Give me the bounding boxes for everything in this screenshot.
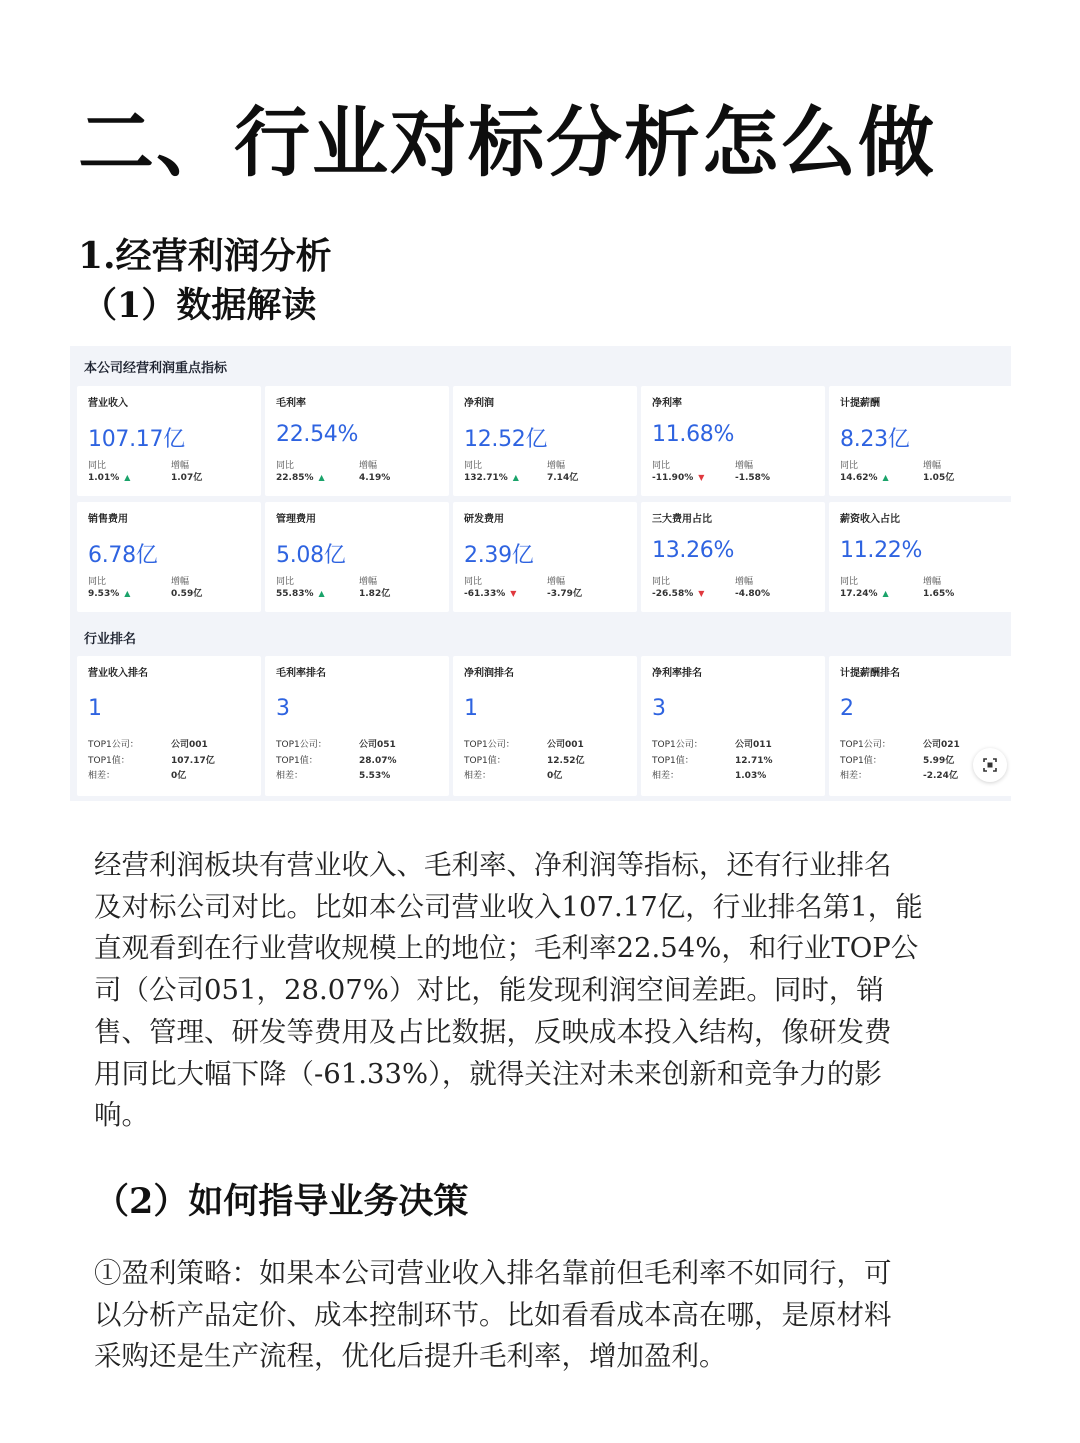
metric-label: 三大费用占比 — [652, 514, 712, 525]
arrow-up-icon: ▲ — [124, 473, 131, 482]
paragraph-line: ①盈利策略：如果本公司营业收入排名靠前但毛利率不如同行，可 — [94, 1257, 892, 1289]
yoy-value: 1.01% — [88, 473, 120, 483]
top1-company-row — [464, 738, 584, 754]
top1-company-label: TOP1公司： — [652, 740, 703, 750]
yoy-label: 同比 — [840, 461, 859, 471]
metric-card[interactable] — [265, 386, 449, 496]
metric-yoy — [276, 460, 325, 484]
metric-value: 11.68% — [652, 422, 735, 447]
yoy-value-wrap — [840, 472, 889, 484]
ranking-card[interactable] — [641, 656, 825, 796]
subsection-title-data-reading: （1）数据解读 — [82, 285, 317, 326]
arrow-down-icon: ▼ — [698, 589, 705, 598]
arrow-up-icon: ▲ — [318, 473, 325, 482]
metric-increase — [923, 576, 954, 600]
yoy-value: 132.71% — [464, 473, 508, 483]
metric-increase — [359, 460, 390, 484]
difference-value: 5.53% — [359, 771, 391, 781]
yoy-label: 同比 — [276, 461, 295, 471]
metric-label: 薪资收入占比 — [840, 514, 900, 525]
increase-value: -4.80% — [735, 589, 770, 599]
top1-value-value: 12.71% — [735, 755, 773, 766]
metric-card[interactable] — [265, 502, 449, 612]
difference-value: 0亿 — [171, 771, 187, 781]
paragraph-analysis — [94, 845, 994, 1137]
top1-value-value: 12.52亿 — [547, 755, 585, 766]
difference-label: 相差： — [652, 771, 680, 781]
increase-value: 1.82亿 — [359, 589, 391, 599]
top1-value-label: TOP1值： — [840, 755, 882, 766]
yoy-label: 同比 — [652, 577, 671, 587]
difference-value: 0亿 — [547, 771, 563, 781]
metric-yoy — [652, 576, 704, 600]
metric-yoy — [464, 576, 516, 600]
yoy-value: 14.62% — [840, 473, 878, 483]
metric-yoy — [652, 460, 704, 484]
top1-company-row — [88, 738, 215, 754]
metric-value: 6.78亿 — [88, 543, 158, 568]
metric-label: 销售费用 — [88, 514, 128, 525]
increase-label: 增幅 — [171, 577, 190, 587]
yoy-value: -61.33% — [464, 589, 506, 599]
increase-label: 增幅 — [171, 461, 190, 471]
metric-value: 22.54% — [276, 422, 359, 447]
yoy-value-wrap — [276, 472, 325, 484]
ranking-value: 3 — [276, 696, 290, 721]
paragraph-line: 经营利润板块有营业收入、毛利率、净利润等指标，还有行业排名 — [94, 849, 892, 881]
yoy-value: -11.90% — [652, 473, 694, 483]
dashboard-screenshot — [70, 346, 1011, 801]
page-title: 二、行业对标分析怎么做 — [78, 98, 936, 187]
top1-company-row — [276, 738, 397, 754]
expand-button[interactable] — [973, 748, 1007, 782]
yoy-value-wrap — [276, 588, 325, 600]
metric-increase — [547, 460, 578, 484]
increase-label: 增幅 — [359, 577, 378, 587]
metric-increase — [171, 576, 202, 600]
difference-value: 1.03% — [735, 771, 767, 781]
metric-increase — [735, 576, 770, 600]
metric-label: 净利率 — [652, 398, 682, 409]
increase-label: 增幅 — [923, 577, 942, 587]
metric-card[interactable] — [829, 386, 1011, 496]
ranking-label: 计提薪酬排名 — [840, 668, 900, 679]
metric-increase — [171, 460, 202, 484]
ranking-label: 净利润排名 — [464, 668, 514, 679]
ranking-label: 毛利率排名 — [276, 668, 326, 679]
ranking-details — [276, 738, 397, 785]
top1-value-row — [464, 754, 584, 770]
metric-card[interactable] — [829, 502, 1011, 612]
ranking-card[interactable] — [77, 656, 261, 796]
yoy-value-wrap — [652, 588, 704, 600]
ranking-card[interactable] — [265, 656, 449, 796]
paragraph-line: 用同比大幅下降（-61.33%），就得关注对未来创新和竞争力的影 — [94, 1057, 882, 1090]
yoy-value: 55.83% — [276, 589, 314, 599]
increase-label: 增幅 — [547, 577, 566, 587]
metric-card[interactable] — [641, 502, 825, 612]
top1-value-row — [652, 754, 773, 770]
top1-company-label: TOP1公司： — [840, 740, 891, 750]
top1-value-value: 5.99亿 — [923, 755, 955, 766]
top1-company-value: 公司011 — [735, 740, 772, 750]
increase-value: 1.07亿 — [171, 473, 203, 483]
arrow-down-icon: ▼ — [698, 473, 705, 482]
increase-label: 增幅 — [735, 577, 754, 587]
increase-value: 4.19% — [359, 473, 391, 483]
metric-value: 8.23亿 — [840, 427, 910, 452]
paragraph-line: 及对标公司对比。比如本公司营业收入107.17亿，行业排名第1，能 — [94, 890, 923, 923]
arrow-down-icon: ▼ — [510, 589, 517, 598]
ranking-label: 营业收入排名 — [88, 668, 148, 679]
metric-value: 13.26% — [652, 538, 735, 563]
top1-value-value: 107.17亿 — [171, 755, 215, 766]
ranking-value: 1 — [88, 696, 102, 721]
ranking-value: 2 — [840, 696, 854, 721]
ranking-value: 3 — [652, 696, 666, 721]
metric-label: 管理费用 — [276, 514, 316, 525]
top1-company-value: 公司001 — [171, 740, 208, 750]
yoy-value-wrap — [464, 588, 516, 600]
increase-value: -1.58% — [735, 473, 770, 483]
arrow-up-icon: ▲ — [882, 589, 889, 598]
metric-card[interactable] — [453, 502, 637, 612]
metric-value: 2.39亿 — [464, 543, 534, 568]
metrics-row-2 — [77, 502, 1011, 612]
ranking-details — [88, 738, 215, 785]
yoy-value: 17.24% — [840, 589, 878, 599]
expand-icon — [983, 758, 997, 772]
yoy-label: 同比 — [840, 577, 859, 587]
increase-value: 0.59亿 — [171, 589, 203, 599]
metric-card[interactable] — [77, 502, 261, 612]
difference-row — [276, 769, 397, 785]
increase-label: 增幅 — [547, 461, 566, 471]
metric-value: 12.52亿 — [464, 427, 548, 452]
metric-increase — [547, 576, 582, 600]
metric-label: 毛利率 — [276, 398, 306, 409]
metric-label: 营业收入 — [88, 398, 128, 409]
metric-yoy — [464, 460, 519, 484]
top1-company-value: 公司021 — [923, 740, 960, 750]
metric-yoy — [88, 460, 130, 484]
increase-value: 1.65% — [923, 589, 955, 599]
paragraph-line: 售、管理、研发等费用及占比数据，反映成本投入结构，像研发费 — [94, 1015, 892, 1048]
yoy-value: 9.53% — [88, 589, 120, 599]
subsection-title-decision: （2）如何指导业务决策 — [94, 1181, 469, 1222]
increase-value: 7.14亿 — [547, 473, 579, 483]
ranking-details — [464, 738, 584, 785]
section-title: 1.经营利润分析 — [78, 235, 332, 277]
top1-company-value: 公司001 — [547, 740, 584, 750]
increase-value: -3.79亿 — [547, 589, 582, 599]
top1-company-label: TOP1公司： — [88, 740, 139, 750]
top1-company-row — [652, 738, 773, 754]
increase-label: 增幅 — [735, 461, 754, 471]
difference-label: 相差： — [276, 771, 304, 781]
top1-value-label: TOP1值： — [276, 755, 318, 766]
top1-value-label: TOP1值： — [652, 755, 694, 766]
paragraph-profit-strategy — [94, 1253, 994, 1378]
increase-label: 增幅 — [923, 461, 942, 471]
metric-card[interactable] — [641, 386, 825, 496]
increase-label: 增幅 — [359, 461, 378, 471]
arrow-up-icon: ▲ — [512, 473, 519, 482]
metric-increase — [359, 576, 390, 600]
metric-increase — [735, 460, 770, 484]
yoy-label: 同比 — [276, 577, 295, 587]
difference-row — [88, 769, 215, 785]
top1-company-value: 公司051 — [359, 740, 396, 750]
yoy-value-wrap — [652, 472, 704, 484]
paragraph-line: 直观看到在行业营收规模上的地位；毛利率22.54%，和行业TOP公 — [94, 932, 919, 965]
difference-label: 相差： — [88, 771, 116, 781]
metric-yoy — [276, 576, 325, 600]
yoy-value-wrap — [840, 588, 889, 600]
yoy-label: 同比 — [464, 577, 483, 587]
top1-company-label: TOP1公司： — [276, 740, 327, 750]
top1-value-row — [88, 754, 215, 770]
paragraph-line: 司（公司051，28.07%）对比，能发现利润空间差距。同时，销 — [94, 974, 884, 1007]
difference-row — [840, 769, 960, 785]
top1-value-label: TOP1值： — [88, 755, 130, 766]
metric-value: 5.08亿 — [276, 543, 346, 568]
yoy-value: -26.58% — [652, 589, 694, 599]
metric-yoy — [840, 576, 889, 600]
metric-yoy — [88, 576, 130, 600]
metric-card[interactable] — [77, 386, 261, 496]
ranking-card[interactable] — [453, 656, 637, 796]
yoy-value-wrap — [88, 472, 130, 484]
dashboard-header: 本公司经营利润重点指标 — [84, 361, 228, 376]
difference-label: 相差： — [464, 771, 492, 781]
ranking-row — [77, 656, 1011, 796]
paragraph-line: 采购还是生产流程，优化后提升毛利率，增加盈利。 — [94, 1340, 727, 1373]
arrow-up-icon: ▲ — [882, 473, 889, 482]
yoy-label: 同比 — [88, 577, 107, 587]
ranking-value: 1 — [464, 696, 478, 721]
ranking-header: 行业排名 — [84, 632, 137, 647]
ranking-details — [840, 738, 960, 785]
increase-value: 1.05亿 — [923, 473, 955, 483]
metric-card[interactable] — [453, 386, 637, 496]
metric-label: 净利润 — [464, 398, 494, 409]
ranking-details — [652, 738, 773, 785]
paragraph-line: 响。 — [94, 1099, 149, 1132]
metric-value: 107.17亿 — [88, 427, 185, 452]
arrow-up-icon: ▲ — [124, 589, 131, 598]
difference-label: 相差： — [840, 771, 868, 781]
top1-value-row — [840, 754, 960, 770]
paragraph-line: 以分析产品定价、成本控制环节。比如看看成本高在哪，是原材料 — [94, 1298, 892, 1331]
yoy-value: 22.85% — [276, 473, 314, 483]
top1-value-row — [276, 754, 397, 770]
yoy-value-wrap — [88, 588, 130, 600]
top1-company-row — [840, 738, 960, 754]
yoy-label: 同比 — [464, 461, 483, 471]
yoy-value-wrap — [464, 472, 519, 484]
difference-row — [464, 769, 584, 785]
difference-row — [652, 769, 773, 785]
metrics-row-1 — [77, 386, 1011, 496]
metric-label: 计提薪酬 — [840, 398, 880, 409]
top1-value-value: 28.07% — [359, 755, 397, 766]
yoy-label: 同比 — [88, 461, 107, 471]
top1-value-label: TOP1值： — [464, 755, 506, 766]
yoy-label: 同比 — [652, 461, 671, 471]
top1-company-label: TOP1公司： — [464, 740, 515, 750]
metric-value: 11.22% — [840, 538, 923, 563]
ranking-label: 净利率排名 — [652, 668, 702, 679]
metric-label: 研发费用 — [464, 514, 504, 525]
metric-yoy — [840, 460, 889, 484]
arrow-up-icon: ▲ — [318, 589, 325, 598]
difference-value: -2.24亿 — [923, 771, 958, 781]
metric-increase — [923, 460, 954, 484]
